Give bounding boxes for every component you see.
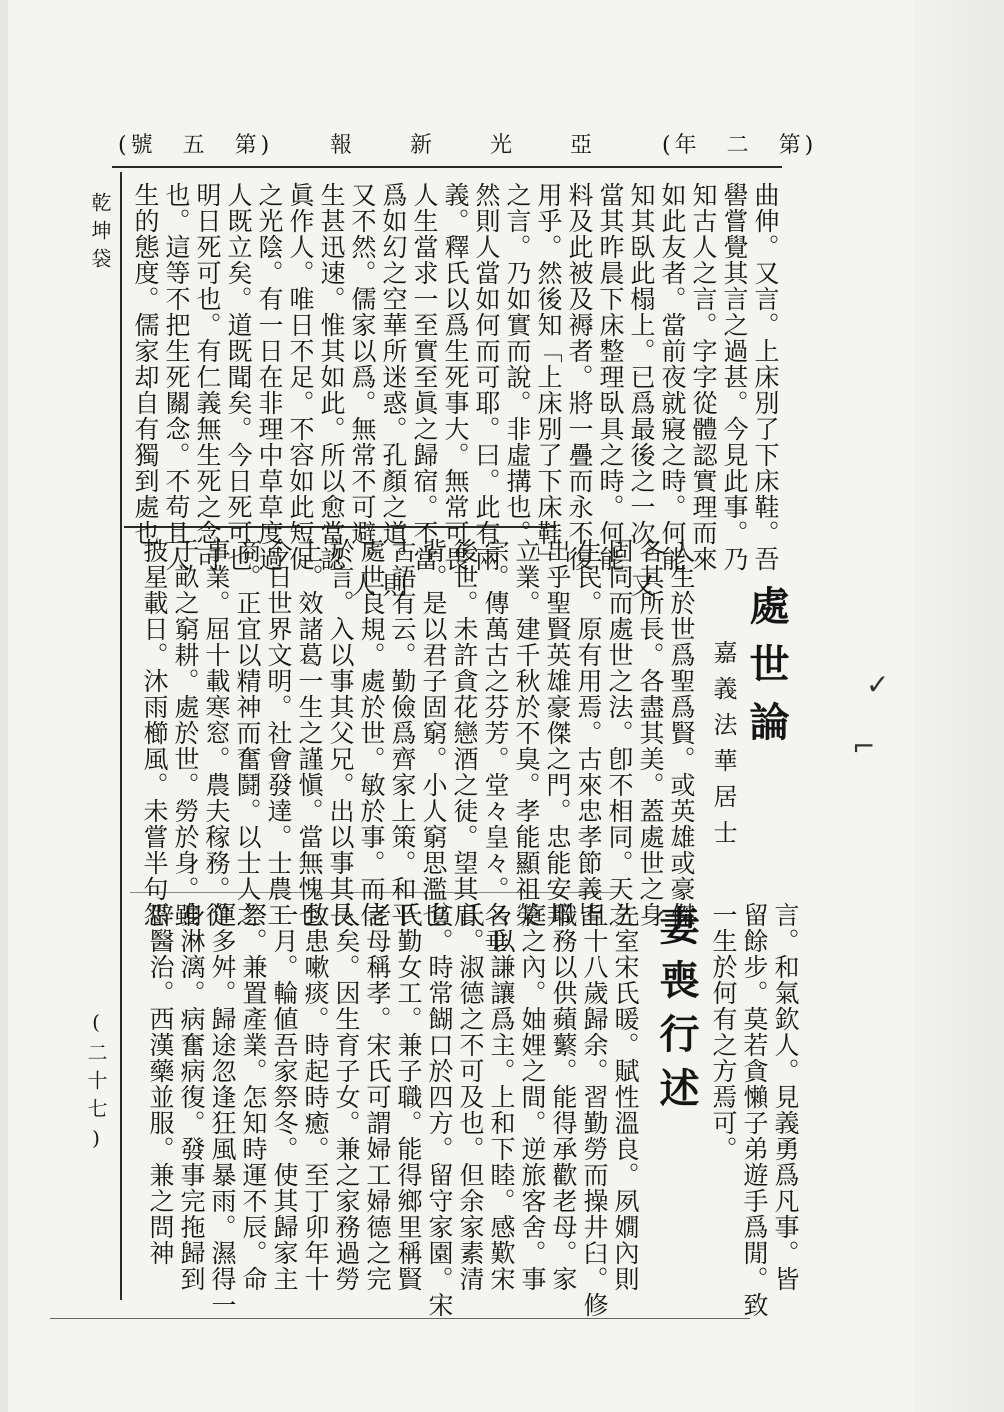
margin-note-left: 乾坤袋 bbox=[88, 192, 112, 276]
article2-col-14: 運多舛。歸途忽逢狂風暴雨。濕得一 bbox=[208, 902, 237, 1318]
article1-col-16: 事業。屈十載寒窓。農夫稼務。從 bbox=[202, 538, 231, 928]
article2-col-13: 祭。兼置產業。怎知時運不辰。命 bbox=[239, 902, 268, 1292]
upper-col-8: 用乎。然後知「上床別了下床鞋」 bbox=[534, 182, 563, 572]
article1-cont-col-3: 一生於何有之方焉可。 bbox=[709, 902, 738, 1162]
article1-col-9: 背。是以君子固窮。小人窮思濫也 bbox=[419, 538, 448, 928]
article2-col-12: 一月。輪値吾家祭冬。使其歸家主 bbox=[270, 902, 299, 1292]
upper-col-17: 之光陰。有一日在非理中草草度過 bbox=[255, 182, 284, 572]
article2-col-16: 辟醫治。西漢藥並服。兼之問神 bbox=[146, 902, 175, 1266]
article1-col-12: 於言。入以事其父兄。出以事其長 bbox=[326, 538, 355, 928]
article2-col-6: 氏。淑德之不可及也。但余家素清 bbox=[456, 902, 485, 1292]
article2-col-5: 々以謙讓爲主。上和下睦。感歎宋 bbox=[487, 902, 516, 1292]
article1-title: 處世論 bbox=[743, 585, 790, 759]
bottom-rule bbox=[50, 1318, 750, 1319]
article1-col-6: 立業。建千秋於不臭。孝能顯祖榮 bbox=[512, 538, 541, 928]
upper-col-6: 當其昨晨下床整理臥具之時。何能 bbox=[596, 182, 625, 572]
article1-col-7: 宗。傳萬古之芬芳。堂々皇々。名垂 bbox=[481, 538, 510, 954]
article2-title: 妻喪行述 bbox=[653, 905, 700, 1121]
article2-col-11: 致患嗽痰。時起時癒。至丁卯年十 bbox=[301, 902, 330, 1292]
article1-author: 嘉義法華居士 bbox=[709, 640, 737, 856]
article2-col-2: 且十八歲歸余。習勤勞而操井臼。修 bbox=[580, 902, 609, 1318]
upper-col-2: 嚳嘗覺其言之過甚。今見此事。乃 bbox=[720, 182, 749, 572]
upper-col-1: 曲伸。又言。上床別了下床鞋。吾 bbox=[751, 182, 780, 572]
upper-col-7: 料及此被及褥者。將一疊而永不復 bbox=[565, 182, 594, 572]
article1-col-18: 披星載日。沐雨櫛風。未嘗半句怨 bbox=[140, 538, 169, 928]
upper-col-21: 生的態度。儒家却自有獨到處也 bbox=[131, 182, 160, 546]
upper-col-20: 也。這等不把生死關念。不苟且人 bbox=[162, 182, 191, 572]
page-number: (二十七) bbox=[84, 1010, 108, 1158]
article1-col-10: 古語有云。勤儉爲齊家上策。和平 bbox=[388, 538, 417, 928]
page-edge-right bbox=[914, 0, 1004, 1412]
upper-col-3: 知古人之言。字字從體認實理而來 bbox=[689, 182, 718, 572]
article2-col-15: 身淋漓。病奮病復。發事完拖歸到 bbox=[177, 902, 206, 1292]
article2-col-10: 人矣。因生育子女。兼之家務過勞 bbox=[332, 902, 361, 1292]
article1-col-2: 各其所長。各盡其美。蓋處世之身 bbox=[636, 538, 665, 928]
upper-col-12: 人生當求一至實至眞之歸宿。不當 bbox=[410, 182, 439, 572]
issue-number: (號 五 第) bbox=[118, 133, 274, 158]
page-edge-left bbox=[0, 0, 8, 1412]
upper-col-10: 然則人當如何而可耶。曰。此有兩 bbox=[472, 182, 501, 572]
article1-col-5: 出乎聖賢英雄豪傑之門。忠能安邦 bbox=[543, 538, 572, 928]
left-margin-rule bbox=[120, 172, 122, 1300]
upper-col-9: 之言。乃如實而說。非虛搆也。 bbox=[503, 182, 532, 546]
scan-mark-1: ✓ bbox=[866, 668, 890, 701]
upper-col-19: 明日死可也。有仁義無生死之念可 bbox=[193, 182, 222, 572]
upper-col-4: 如此友者。當前夜就寢之時。何能 bbox=[658, 182, 687, 572]
article2-col-4: 庭之內。妯娌之間。逆旅客舍。事 bbox=[518, 902, 547, 1292]
article1-cont-col-1: 言。和氣欽人。見義勇爲凡事。皆 bbox=[771, 902, 800, 1292]
year-volume: (年 二 第) bbox=[662, 133, 818, 158]
upper-col-14: 又不然。儒家以爲。無常不可避。人 bbox=[348, 182, 377, 598]
article1-col-1: 人生於世爲聖爲賢。或英雄或豪傑 bbox=[667, 538, 696, 928]
scan-mark-2: ⌐ bbox=[852, 730, 876, 763]
upper-col-18: 人既立矣。道既聞矣。今日死可也 bbox=[224, 182, 253, 572]
upper-col-15: 生甚迅速。惟其如此。所以愈當認 bbox=[317, 182, 346, 572]
upper-col-13: 爲如幻之空華所迷惑。孔顏之道。則 bbox=[379, 182, 408, 598]
article1-col-11: 處世良規。處於世。敏於事。而信 bbox=[357, 538, 386, 928]
newspaper-title: 報 新 光 亞 bbox=[330, 133, 611, 158]
article1-col-15: 商。正宜以精神而奮鬪。以士人之 bbox=[233, 538, 262, 928]
upper-col-5: 知其臥此榻上。已爲最後之一次。又 bbox=[627, 182, 656, 598]
article2-col-7: 貧。時常餬口於四方。留守家園。宋 bbox=[425, 902, 454, 1318]
article1-col-14: 今日世界文明。社會發達。士農工 bbox=[264, 538, 293, 928]
article2-col-9: 老母稱孝。宋氏可謂婦工婦德之完 bbox=[363, 902, 392, 1292]
upper-col-11: 義。釋氏以爲生死事大。無常可畏 bbox=[441, 182, 470, 572]
article1-cont-col-2: 留餘步。莫若貪懶子弟遊手爲閒。致 bbox=[740, 902, 769, 1318]
article2-col-3: 職務以供蘋蘩。能得承歡老母。家 bbox=[549, 902, 578, 1292]
article1-col-13: 上。效諸葛一生之謹愼。當無愧也 bbox=[295, 538, 324, 928]
article2-col-1: 先室宋氏暖。賦性溫良。夙嫺內則 bbox=[611, 902, 640, 1292]
article2-col-8: 氏勤女工。兼子職。能得鄉里稱賢 bbox=[394, 902, 423, 1292]
article1-col-17: 于畝之窮耕。處於世。勞於身。雖 bbox=[171, 538, 200, 928]
article1-col-4: 生民。原有用焉。古來忠孝節義皆 bbox=[574, 538, 603, 928]
header-rule bbox=[112, 166, 782, 168]
article1-col-3: 固同而處世之法。卽不相同。天之 bbox=[605, 538, 634, 928]
upper-col-16: 眞作人。唯日不足。不容如此短促 bbox=[286, 182, 315, 572]
article1-col-8: 後世。未許貪花戀酒之徒。望其肩 bbox=[450, 538, 479, 928]
